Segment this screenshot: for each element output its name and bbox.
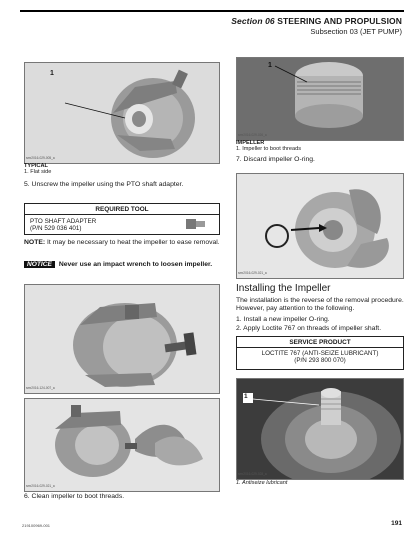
notice-paragraph [24,261,220,269]
step-1: 1. Install a new impeller O-ring. [236,316,330,323]
section-number: Section 06 [231,16,275,26]
step-5: 5. Unscrew the impeller using the PTO shaft adapter. [24,181,184,188]
caption-item: 1. Antiseize lubricant [236,480,288,486]
pto-adapter-icon [185,217,207,231]
service-product-part: (P/N 293 800 070) [294,357,346,365]
figure-id: smr2016-029-021_a [26,484,55,488]
section-title: STEERING AND PROPULSION [277,16,402,26]
figure-id: smr2016-029-021_a [238,271,267,275]
figure-caption [236,480,287,486]
figure-caption [24,163,51,176]
tool-name: PTO SHAFT ADAPTER [30,218,97,225]
notice-text: Never use an impact wrench to loosen impeller. [58,261,213,268]
step-6: 6. Clean impeller to boot threads. [24,493,125,500]
adapter-illustration [25,285,219,393]
service-box-header: SERVICE PRODUCT [237,337,403,348]
figure-o-ring [236,173,404,279]
notice-badge: NOTICE [24,261,55,268]
figure-antiseize [236,378,404,480]
callout-number: 1 [244,393,248,400]
callout-number: 1 [268,62,272,69]
intro-paragraph: The installation is the reverse of the removal procedure. However, pay attention to the following. [236,297,404,313]
pump-housing-illustration [25,63,219,163]
step-7: 7. Discard impeller O-ring. [236,156,315,163]
caption-item: 1. Impeller to boot threads [236,146,301,153]
callout-number: 1 [50,70,54,77]
page-number: 191 [391,520,402,527]
note-paragraph [24,239,220,247]
impeller-removed-illustration [25,399,219,491]
subsection-number: Subsection 03 [310,27,358,36]
caption-item: 1. Flat side [24,169,52,176]
step-2: 2. Apply Loctite 767 on threads of impeller shaft. [236,325,382,332]
subsection-header [310,27,402,36]
figure-impeller-threads [236,57,404,141]
o-ring-illustration [237,174,403,278]
caption-heading: IMPELLER [236,140,265,146]
antiseize-illustration [237,379,403,479]
caption-heading: TYPICAL [24,163,48,169]
note-label: NOTE: [24,239,46,246]
figure-id: smr2016-124-007_a [26,386,55,390]
subsection-title: (JET PUMP) [360,27,402,36]
figure-caption [236,140,301,153]
section-heading: Installing the Impeller [236,283,331,294]
service-product-box [236,336,404,370]
tool-part-number: (P/N 529 036 401) [30,225,82,233]
section-header [231,16,402,26]
figure-pump-housing [24,62,220,164]
figure-id: smr2016-029-005_a [26,156,55,160]
footer-doc-code: 219100969-001 [22,523,51,528]
tool-box-header: REQUIRED TOOL [25,204,219,215]
figure-adapter-in-pump [24,284,220,394]
header-rule [20,10,404,12]
impeller-threads-illustration [237,58,403,140]
service-product-name: LOCTITE 767 (ANTI-SEIZE LUBRICANT) [261,350,379,357]
note-text: It may be necessary to heat the impeller to ease removal. [47,239,220,246]
figure-id: smr2016-029-026_a [238,133,267,137]
figure-impeller-removed [24,398,220,492]
required-tool-box [24,203,220,235]
figure-id: smr2016-029-028_a [238,472,267,476]
service-box-body [237,348,403,366]
